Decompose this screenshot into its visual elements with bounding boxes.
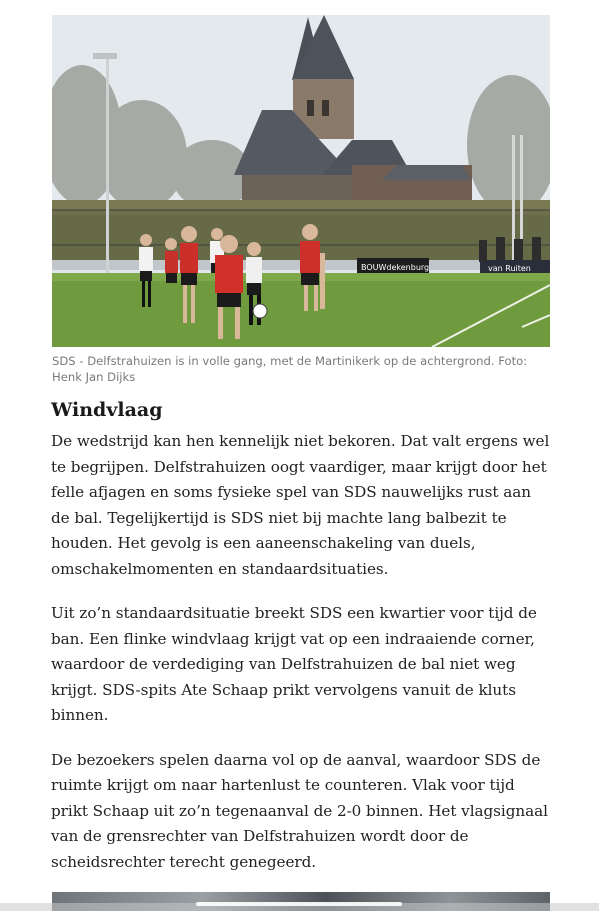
section-heading: Windvlaag bbox=[51, 399, 163, 421]
paragraph: De wedstrijd kan hen kennelijk niet bekoren. Dat valt ergens wel te begrijpen. Delfstrahuizen oogt vaardiger, maar krijgt door het felle afjagen en soms fysieke spel van SDS nauwelijks rust aan de bal. Tegelijkertijd is SDS niet bij machte lang balbezit te houden. Het gevolg is een aaneenschakeling van duels, omschakelmomenten en standaardsituaties. bbox=[51, 432, 550, 578]
home-indicator-bar[interactable] bbox=[196, 902, 402, 906]
photo-caption: SDS - Delfstrahuizen is in volle gang, met de Martinikerk op de achtergrond. Foto: Henk Jan Dijks bbox=[52, 354, 528, 384]
article-photo bbox=[52, 15, 550, 347]
home-indicator bbox=[0, 900, 599, 911]
football-match-photo-icon bbox=[52, 15, 550, 347]
paragraph: De bezoekers spelen daarna vol op de aanval, waardoor SDS de ruimte krijgt om naar hartenlust te counteren. Vlak voor tijd prikt Schaap uit zo’n tegenaanval de 2-0 binnen. Het vlagsignaal van de grensrechter van Delfstrahuizen wordt door de scheidsrechter terecht genegeerd. bbox=[51, 750, 548, 871]
article-body bbox=[51, 429, 551, 894]
banner-right-text: van Ruiten bbox=[488, 264, 531, 273]
banner-left-text: BOUWdekenburg bbox=[361, 263, 430, 272]
paragraph: Uit zo’n standaardsituatie breekt SDS een kwartier voor tijd de ban. Een flinke windvlaag krijgt vat op een indraaiende corner, waardoor de verdediging van Delfstrahuizen de bal niet weg krijgt. SDS-spits Ate Schaap prikt vervolgens vanuit de kluts binnen. bbox=[51, 604, 537, 724]
